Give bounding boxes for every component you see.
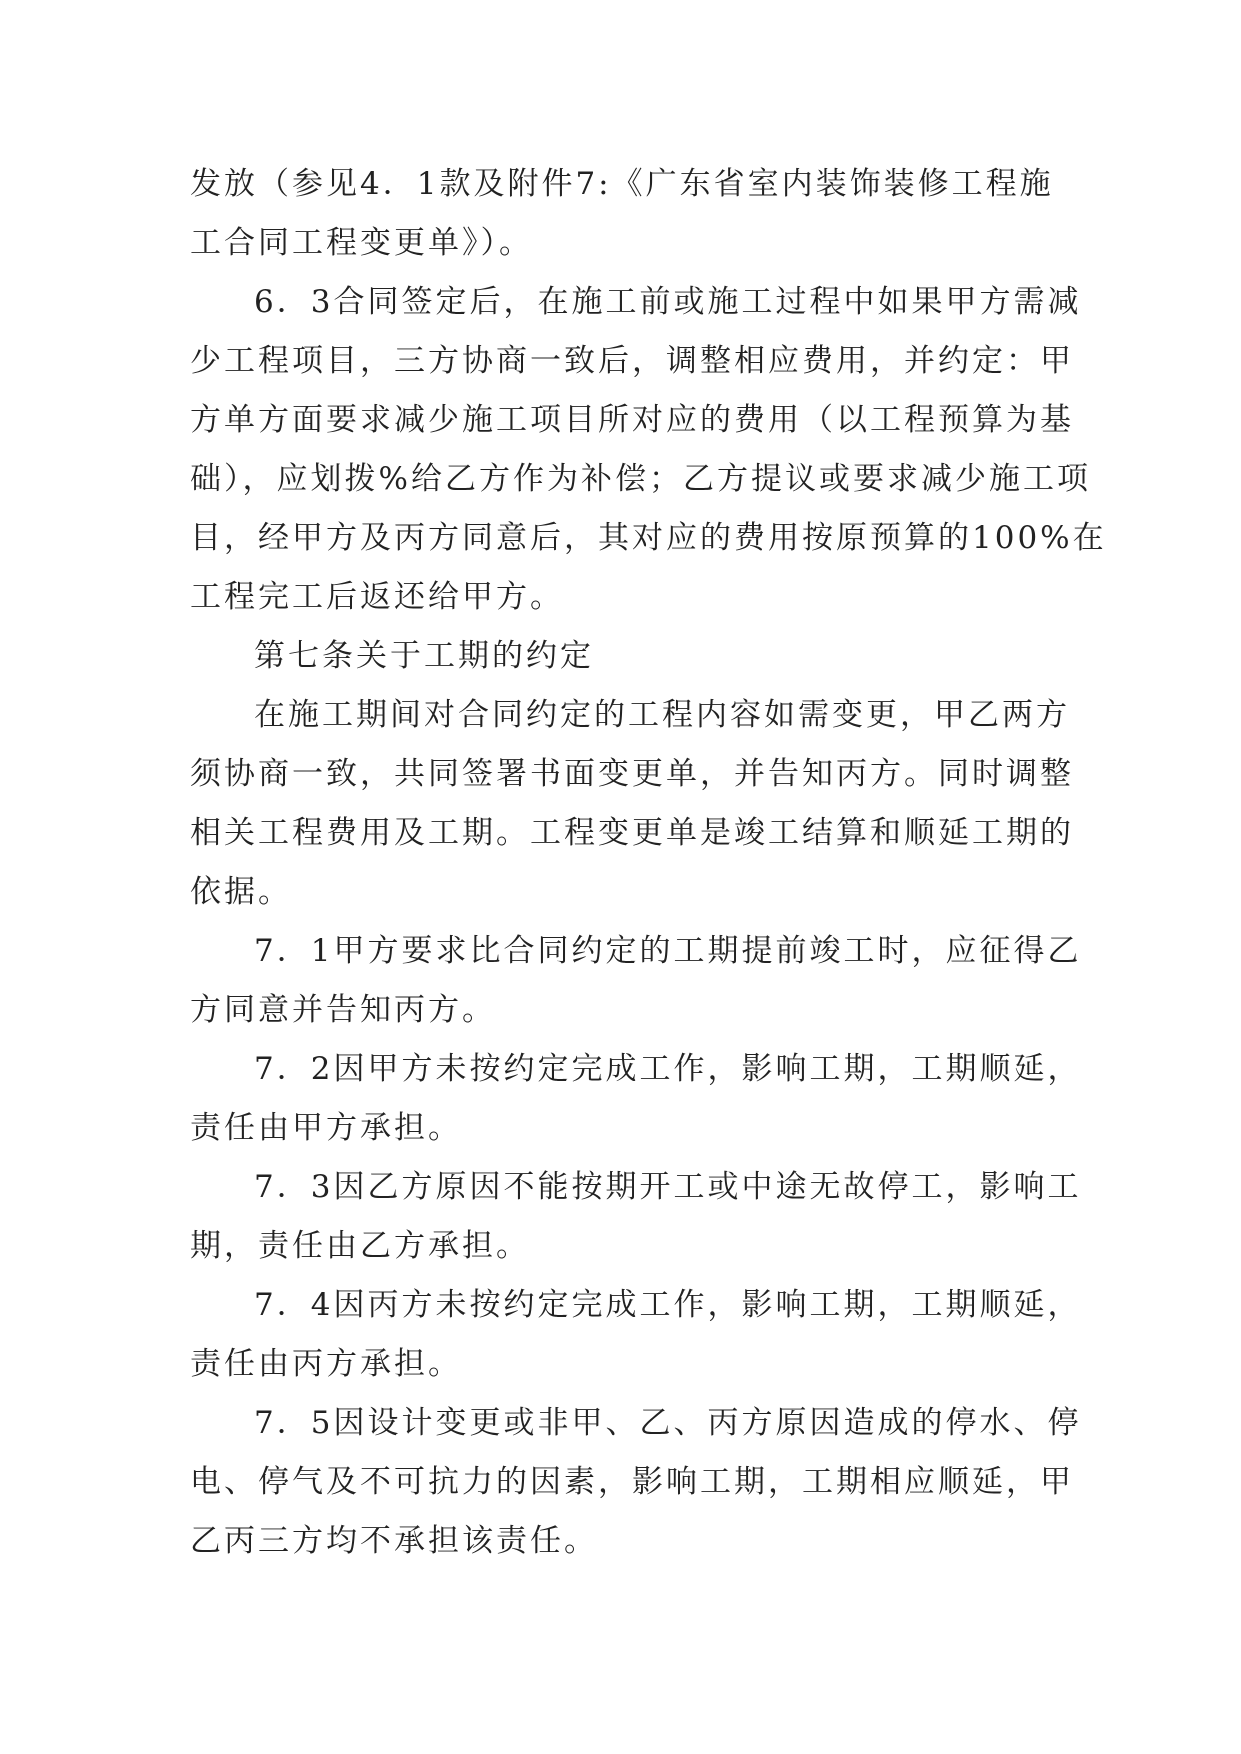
clause-6-3-line: 6．3合同签定后，在施工前或施工过程中如果甲方需减: [254, 284, 1082, 320]
text-line: 方单方面要求减少施工项目所对应的费用（以工程预算为基: [190, 402, 1074, 438]
text-line: 须协商一致，共同签署书面变更单，并告知丙方。同时调整: [190, 756, 1074, 792]
article-7-heading: 第七条关于工期的约定: [254, 638, 594, 674]
text-line: 乙丙三方均不承担该责任。: [190, 1523, 598, 1559]
clause-7-4-line: 7．4因丙方未按约定完成工作，影响工期，工期顺延，: [254, 1287, 1082, 1323]
clause-7-5-line: 7．5因设计变更或非甲、乙、丙方原因造成的停水、停: [254, 1405, 1082, 1441]
text-line: 责任由甲方承担。: [190, 1110, 462, 1146]
text-line: 工合同工程变更单》）。: [190, 225, 533, 261]
text-line: 少工程项目，三方协商一致后，调整相应费用，并约定：甲: [190, 343, 1074, 379]
clause-7-3-line: 7．3因乙方原因不能按期开工或中途无故停工，影响工: [254, 1169, 1082, 1205]
text-line: 础），应划拨%给乙方作为补偿；乙方提议或要求减少施工项: [190, 461, 1091, 497]
text-line: 电、停气及不可抗力的因素，影响工期，工期相应顺延，甲: [190, 1464, 1074, 1500]
text-line: 方同意并告知丙方。: [190, 992, 496, 1028]
text-line: 工程完工后返还给甲方。: [190, 579, 564, 615]
clause-7-2-line: 7．2因甲方未按约定完成工作，影响工期，工期顺延，: [254, 1051, 1082, 1087]
text-line: 责任由丙方承担。: [190, 1346, 462, 1382]
clause-7-1-line: 7．1甲方要求比合同约定的工期提前竣工时，应征得乙: [254, 933, 1082, 969]
document-body: [190, 155, 1107, 1571]
text-line: 目，经甲方及丙方同意后，其对应的费用按原预算的100%在: [190, 520, 1107, 556]
text-line: 相关工程费用及工期。工程变更单是竣工结算和顺延工期的: [190, 815, 1074, 851]
text-line: 期，责任由乙方承担。: [190, 1228, 530, 1264]
text-line: 在施工期间对合同约定的工程内容如需变更，甲乙两方: [254, 697, 1070, 733]
text-line: 依据。: [190, 874, 292, 910]
text-line: 发放（参见4．1款及附件7:《广东省室内装饰装修工程施: [190, 166, 1054, 202]
